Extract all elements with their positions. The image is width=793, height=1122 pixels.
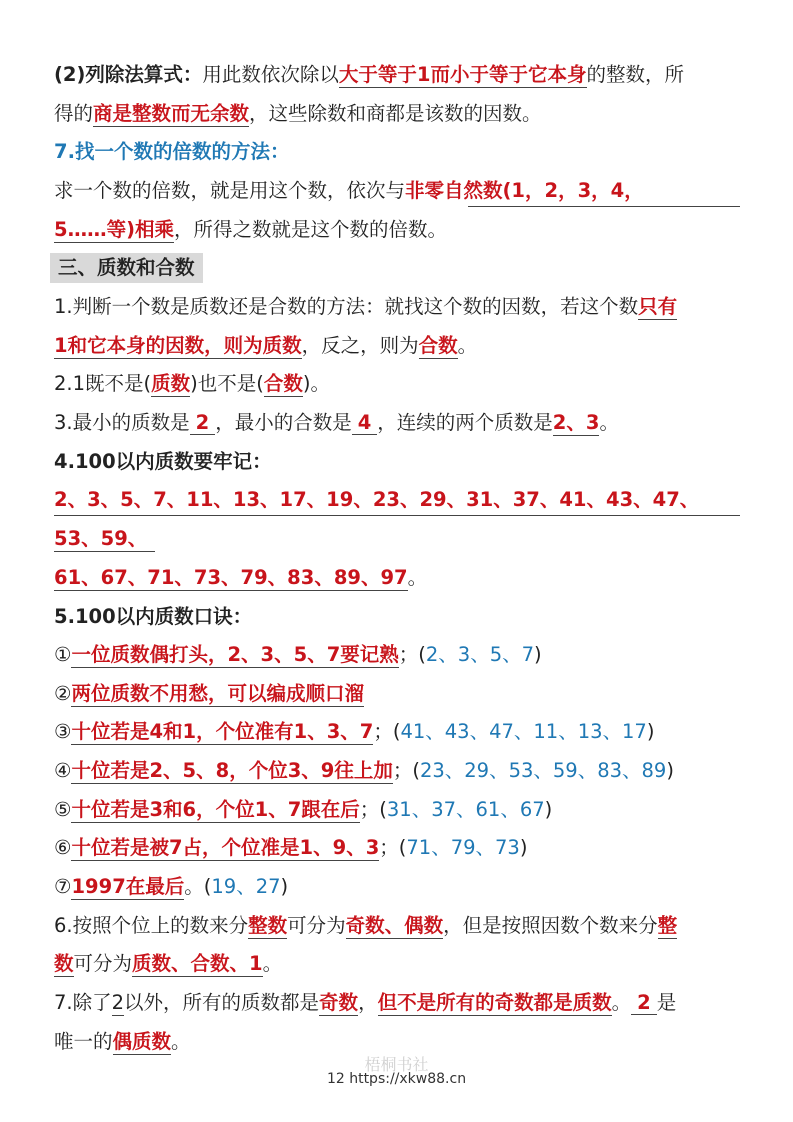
- rhyme-line: [54, 717, 754, 747]
- answer-blank: 2: [190, 411, 216, 435]
- circled-number: ①: [54, 643, 72, 666]
- answer-blank: 十位若是3和6，个位1、7跟在后: [71, 798, 360, 821]
- answer-blank: 质数、合数、1: [132, 952, 263, 975]
- text: 6.按照个位上的数来分: [54, 914, 249, 937]
- text: 3.最小的质数是: [54, 411, 190, 434]
- text-line: [54, 988, 754, 1018]
- answer-blank: 53、59、: [54, 527, 155, 552]
- text: 7.除了: [54, 991, 112, 1014]
- subheading: 5.100以内质数口诀：: [54, 605, 253, 628]
- text: ，连续的两个质数是: [377, 411, 553, 434]
- section-heading: 7.找一个数的倍数的方法：: [54, 140, 290, 163]
- text-line: [54, 215, 754, 245]
- answer-blank: 合数: [418, 334, 458, 357]
- text-line: [54, 60, 754, 90]
- text: 。: [457, 334, 478, 357]
- text-line: [54, 911, 754, 941]
- answer-blank: 两位质数不用愁，可以编成顺口溜: [71, 682, 364, 705]
- prime-list-line: [54, 524, 754, 554]
- prime-list-line: 2、3、5、7、11、13、17、19、23、29、31、37、41、43、47、: [54, 488, 700, 511]
- answer-blank: 奇数、偶数: [345, 914, 444, 937]
- text: ；(: [373, 720, 401, 743]
- text: 1.判断一个数是质数还是合数的方法：就找这个数的因数，若这个数: [54, 295, 639, 318]
- text: ；(: [398, 643, 426, 666]
- text: )也不是(: [190, 372, 264, 395]
- subheading: (2)列除法算式：: [54, 63, 203, 86]
- text: ；(: [392, 759, 420, 782]
- text: 可分为: [73, 952, 133, 975]
- text-line: [54, 949, 754, 979]
- text: ): [519, 836, 528, 859]
- text: ，反之，则为: [301, 334, 419, 357]
- answer-blank: 商是整数而无余数: [93, 102, 250, 125]
- text: ，所得之数就是这个数的倍数。: [173, 218, 447, 241]
- text-line: [54, 292, 754, 322]
- text: 。(: [184, 875, 212, 898]
- text: ): [666, 759, 674, 782]
- answer-blank: 大于等于1而小于等于它本身: [338, 63, 587, 86]
- answer-blank: 2、3: [552, 411, 600, 434]
- answer-blank: 一位质数偶打头，2、3、5、7要记熟: [71, 643, 399, 666]
- text: )。: [302, 372, 330, 395]
- rhyme-line: [54, 872, 754, 902]
- subheading: 4.100以内质数要牢记：: [54, 450, 272, 473]
- text: ；(: [359, 798, 387, 821]
- text: 以外，所有的质数都是: [124, 991, 320, 1014]
- rhyme-line: [54, 795, 754, 825]
- text: ，最小的合数是: [215, 411, 352, 434]
- answer-blank: 整: [657, 914, 678, 937]
- answer-blank: 但不是所有的奇数都是质数: [377, 991, 612, 1014]
- text: 。: [262, 952, 283, 975]
- circled-number: ⑤: [54, 798, 72, 821]
- rhyme-line: [54, 679, 754, 709]
- answer-blank: 1和它本身的因数，则为质数: [54, 334, 302, 357]
- example-primes: 41、43、47、11、13、17: [400, 720, 647, 743]
- answer-blank: 2: [631, 991, 657, 1015]
- text: 唯一的: [54, 1030, 113, 1053]
- text: 。: [611, 991, 632, 1014]
- answer-blank: 整数: [248, 914, 288, 937]
- circled-number: ④: [54, 759, 72, 782]
- text: 的整数，所: [586, 63, 685, 86]
- text-line: [54, 176, 754, 206]
- watermark: 梧桐书社: [364, 1055, 429, 1074]
- text: 。: [171, 1030, 191, 1053]
- text-line: [54, 369, 754, 399]
- text: 是: [656, 991, 677, 1014]
- rhyme-line: [54, 640, 754, 670]
- answer-blank: 十位若是4和1，个位准有1、3、7: [71, 720, 374, 743]
- answer-blank: 十位若是2、5、8，个位3、9往上加: [71, 759, 393, 782]
- answer-blank: 十位若是被7占，个位准是1、9、3: [71, 836, 380, 859]
- text: ): [646, 720, 655, 743]
- text: 用此数依次除以: [202, 63, 339, 86]
- text: ；(: [379, 836, 407, 859]
- underlined-number: 2: [111, 991, 125, 1014]
- prime-list-line: [54, 563, 754, 593]
- answer-blank: 4: [352, 411, 378, 435]
- text: ，但是按照因数个数来分: [443, 914, 658, 937]
- circled-number: ⑥: [54, 836, 72, 859]
- underline: [468, 206, 740, 207]
- answer-blank: 1997在最后: [71, 875, 185, 898]
- text: ): [544, 798, 553, 821]
- example-primes: 31、37、61、67: [386, 798, 545, 821]
- text-line: [54, 408, 754, 438]
- text: ，这些除数和商都是该数的因数。: [249, 102, 542, 125]
- example-primes: 23、29、53、59、83、89: [419, 759, 667, 782]
- circled-number: ②: [54, 682, 72, 705]
- rhyme-line: [54, 756, 754, 786]
- rhyme-line: [54, 833, 754, 863]
- text-line: [54, 331, 754, 361]
- text: ): [280, 875, 289, 898]
- text-line: [54, 99, 754, 129]
- text: 得的: [54, 102, 94, 125]
- answer-blank: 5……等)相乘: [54, 218, 174, 241]
- text: 求一个数的倍数，就是用这个数，依次与: [54, 179, 406, 202]
- answer-blank: 质数: [151, 372, 191, 395]
- answer-blank: 数: [54, 952, 74, 975]
- example-primes: 2、3、5、7: [425, 643, 535, 666]
- chapter-title: 三、质数和合数: [50, 253, 203, 283]
- circled-number: ⑦: [54, 875, 72, 898]
- page-footer: 12 https://xkw88.cn: [326, 1071, 467, 1087]
- chapter-heading: [54, 253, 754, 283]
- text: 。: [407, 566, 428, 589]
- example-primes: 19、27: [211, 875, 281, 898]
- answer-blank: 只有: [638, 295, 678, 318]
- text: 。: [599, 411, 619, 434]
- answer-blank: 合数: [263, 372, 303, 395]
- answer-blank: 非零自然数(1，2，3，4，: [405, 179, 644, 202]
- text: 可分为: [287, 914, 346, 937]
- answer-blank: 偶质数: [112, 1030, 172, 1053]
- text: ): [534, 643, 542, 666]
- answer-blank: 奇数: [319, 991, 359, 1014]
- text: ，: [358, 991, 378, 1014]
- underline: [54, 515, 740, 516]
- circled-number: ③: [54, 720, 72, 743]
- example-primes: 71、79、73: [406, 836, 520, 859]
- answer-blank: 61、67、71、73、79、83、89、97: [54, 566, 408, 589]
- text: 2.1既不是(: [54, 372, 152, 395]
